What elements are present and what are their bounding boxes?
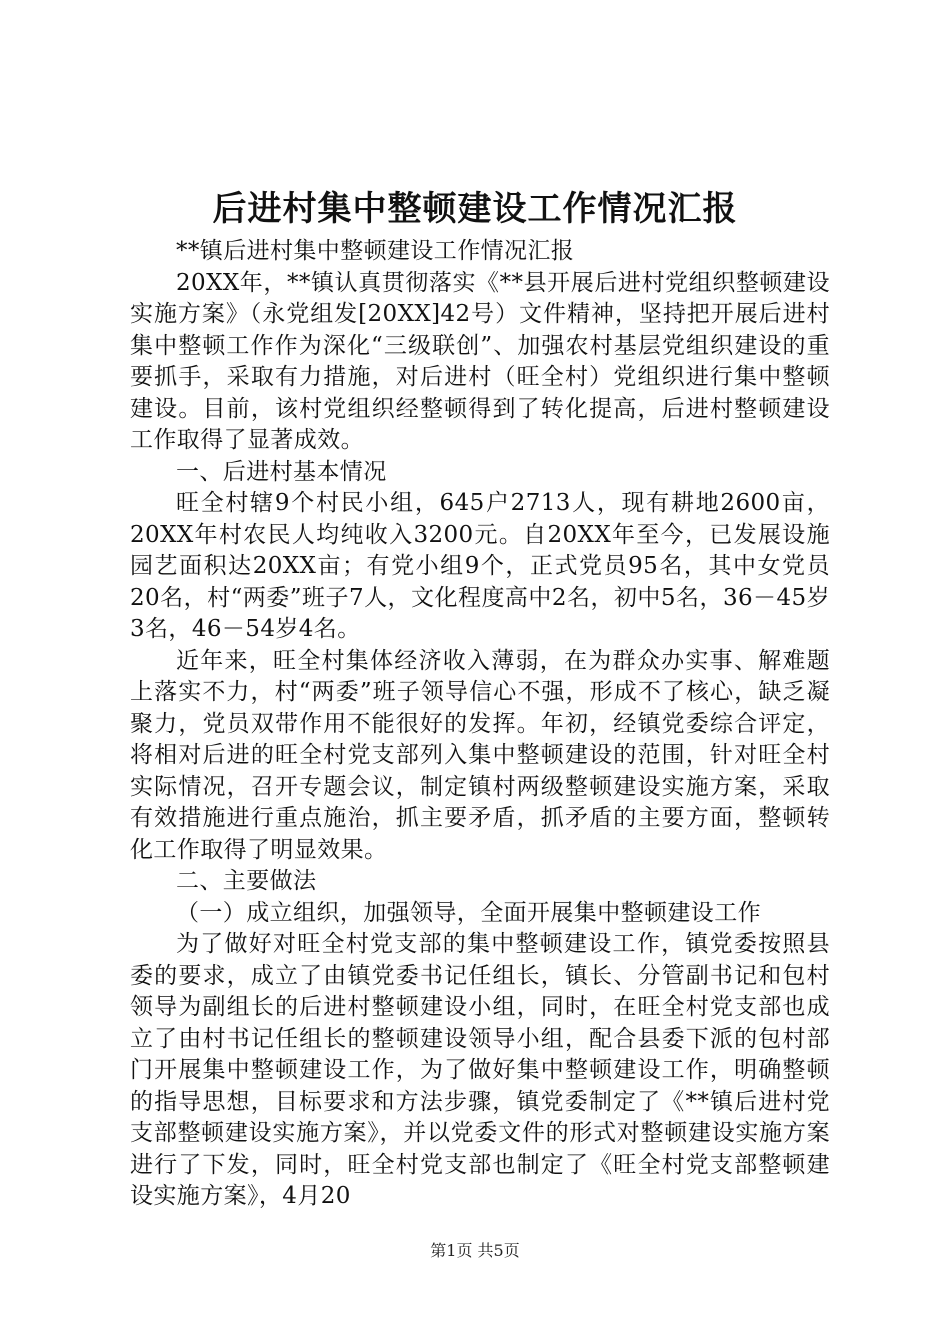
section-heading-basic-situation: 一、后进村基本情况 (176, 458, 387, 485)
paragraph-basic-situation: 旺全村辖9个村民小组，645户2713人，现有耕地2600亩，20XX年村农民人均纯收入3200元。自20XX年至今，已发展设施园艺面积达20XX亩；有党小组9个，正式党员95名，其中女党员20名，村“两委”班子7人，文化程度高中2名，初中5名，36－45岁3名，46－54岁4名。 (130, 490, 830, 642)
page-footer: 第1页 共5页 (430, 1241, 520, 1260)
paragraph-organization: 为了做好对旺全村党支部的集中整顿建设工作，镇党委按照县委的要求，成立了由镇党委书记任组长，镇长、分管副书记和包村领导为副组长的后进村整顿建设小组，同时，在旺全村党支部也成立了由村书记任组长的整顿建设领导小组，配合县委下派的包村部门开展集中整顿建设工作，为了做好集中整顿建设工作，明确整顿的指导思想，目标要求和方法步骤，镇党委制定了《**镇后进村党支部整顿建设实施方案》，并以党委文件的形式对整顿建设实施方案进行了下发，同时，旺全村党支部也制定了《旺全村党支部整顿建设实施方案》，4月20 (130, 931, 830, 1209)
document-body (130, 236, 830, 1213)
paragraph-intro: 20XX年，**镇认真贯彻落实《**县开展后进村党组织整顿建设实施方案》（永党组发[20XX]42号）文件精神，坚持把开展后进村集中整顿工作作为深化“三级联创”、加强农村基层党组织建设的重要抓手，采取有力措施，对后进村（旺全村）党组织进行集中整顿建设。目前，该村党组织经整顿得到了转化提高，后进村整顿建设工作取得了显著成效。 (130, 269, 830, 453)
paragraph-recent-years: 近年来，旺全村集体经济收入薄弱，在为群众办实事、解难题上落实不力，村“两委”班子领导信心不强，形成不了核心，缺乏凝聚力，党员双带作用不能很好的发挥。年初，经镇党委综合评定，将相对后进的旺全村党支部列入集中整顿建设的范围，针对旺全村实际情况，召开专题会议，制定镇村两级整顿建设实施方案，采取有效措施进行重点施治，抓主要矛盾，抓矛盾的主要方面，整顿转化工作取得了明显效果。 (130, 647, 830, 863)
document-title: 后进村集中整顿建设工作情况汇报 (212, 189, 738, 229)
subsection-heading-organization: （一）成立组织，加强领导，全面开展集中整顿建设工作 (176, 899, 761, 926)
section-heading-main-methods: 二、主要做法 (176, 868, 317, 894)
paragraph-subtitle: **镇后进村集中整顿建设工作情况汇报 (176, 238, 575, 264)
